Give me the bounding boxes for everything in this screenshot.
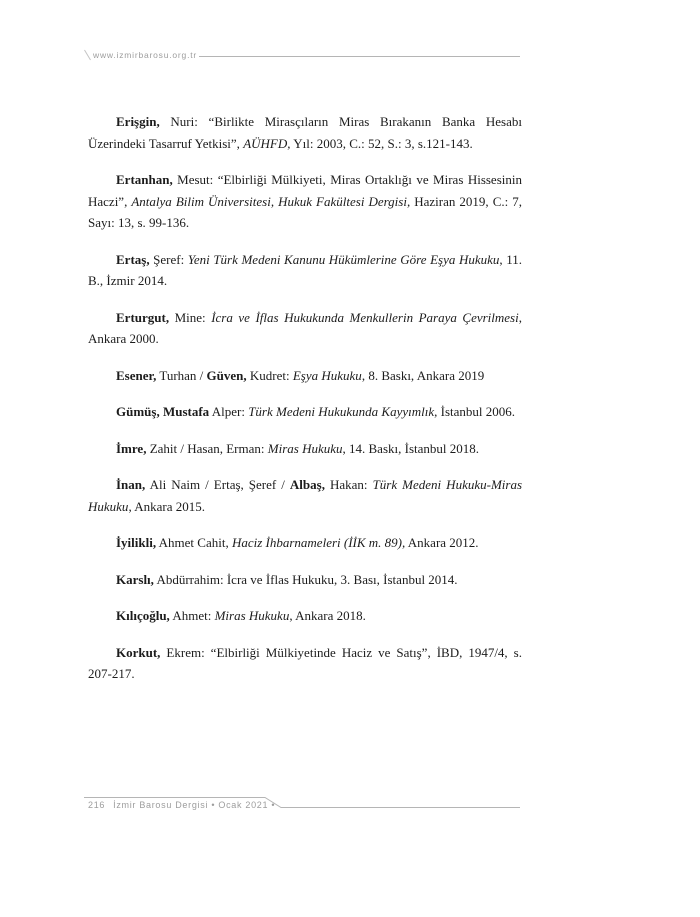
text-run-regular: Mesut: “Elbirliği Mülkiyeti, Miras Ortaklığı ve Miras Hissesinin Haczi”, [88,172,522,209]
bibliography-entry [88,401,522,423]
text-run-italic: Haciz İhbarnameleri (İİK m. 89), [231,535,406,550]
page-header [84,48,520,62]
text-run-regular: , Ankara 2015. [128,498,205,514]
text-run-bold: Esener, [116,367,157,383]
text-run-regular: Ahmet Cahit, [156,535,232,550]
text-run-regular: Ali Naim / Ertaş, Şeref / [145,477,290,492]
text-run-regular: Alper: [209,404,249,419]
text-run-bold: Erturgut, [116,309,170,325]
text-run-bold: Ertaş, [116,251,150,267]
bibliography-entry [88,569,522,591]
text-run-italic: Miras Hukuku [267,440,343,456]
bibliography-list [88,111,522,700]
bibliography-entry [88,605,522,627]
header-corner-tick [84,49,91,61]
text-run-italic: Eşya Hukuku [292,367,362,383]
text-run-regular: Ankara 2012. [405,535,479,550]
text-run-regular: Abdürrahim: İcra ve İflas Hukuku, 3. Bası, İstanbul 2014. [153,571,458,587]
text-run-regular: Haziran 2019, C.: 7, Sayı: 13, s. 99-136. [88,193,522,230]
text-run-bold: Korkut, [116,644,161,660]
text-run-regular: Turhan / [156,367,207,383]
text-run-regular: , İstanbul 2006. [434,404,516,419]
text-run-bold: İnan, [116,477,146,492]
text-run-regular: Şeref: [149,251,188,267]
page-footer [84,794,520,820]
header-rule-line [199,56,520,57]
text-run-italic: AÜHFD, [243,135,291,151]
text-run-regular: Mine: [169,309,212,325]
text-run-italic: Yeni Türk Medeni Kanunu Hükümlerine Göre Eşya Hukuku [187,251,500,267]
text-run-regular: Ekrem: “Elbirliği Mülkiyetinde Haciz ve Satış”, İBD, 1947/4, s. 207-217. [88,644,522,681]
text-run-italic: Türk Medeni Hukuku-Miras Hukuku [88,477,523,514]
bibliography-entry [88,169,522,234]
text-run-italic: Türk Medeni Hukukunda Kayyımlık [248,404,435,419]
bibliography-entry [88,438,522,460]
text-run-regular: , Ankara 2018. [289,608,366,623]
bibliography-entry [88,365,522,387]
text-run-bold: Ertanhan, [116,172,173,187]
footer-page-number: 216 [88,800,106,810]
text-run-regular: Hakan: [324,477,373,492]
text-run-regular: Nuri: “Birlikte Mirasçıların Miras Bırakanın Banka Hesabı Üzerindeki Tasarruf Yetkisi”, [88,114,522,151]
bibliography-entry [88,532,522,554]
text-run-bold: İmre, [116,440,147,456]
text-run-regular: Ahmet: [169,608,215,623]
text-run-regular: , 14. Baskı, İstanbul 2018. [342,440,480,456]
text-run-regular: , Ankara 2000. [88,309,522,346]
text-run-italic: İcra ve İflas Hukukunda Menkullerin Paraya Çevrilmesi [211,309,519,325]
bibliography-entry [88,249,522,292]
header-url: www.izmirbarosu.org.tr [93,50,198,60]
text-run-regular: Zahit / Hasan, Erman: [146,440,268,456]
text-run-bold: Güven, [206,367,247,383]
text-run-bold: Karslı, [116,571,154,587]
bibliography-entry [88,642,522,685]
text-run-italic: Miras Hukuku [214,608,290,623]
text-run-bold: Gümüş, Mustafa [116,404,210,419]
text-run-regular: Yıl: 2003, C.: 52, S.: 3, s.121-143. [290,135,473,151]
bibliography-entry [88,111,522,154]
text-run-bold: Albaş, [289,477,325,492]
text-run-bold: Erişgin, [116,114,160,129]
footer-journal-line: İzmir Barosu Dergisi • Ocak 2021 • [113,800,276,810]
footer-text [88,800,275,810]
text-run-regular: , 8. Baskı, Ankara 2019 [361,367,485,383]
bibliography-entry [88,474,522,517]
text-run-regular: , 11. B., İzmir 2014. [88,251,522,288]
text-run-bold: İyilikli, [116,535,157,550]
text-run-bold: Kılıçoğlu, [116,608,170,623]
text-run-regular: Kudret: [246,367,293,383]
text-run-italic: Antalya Bilim Üniversitesi, Hukuk Fakültesi Dergisi, [131,193,411,209]
bibliography-entry [88,307,522,350]
